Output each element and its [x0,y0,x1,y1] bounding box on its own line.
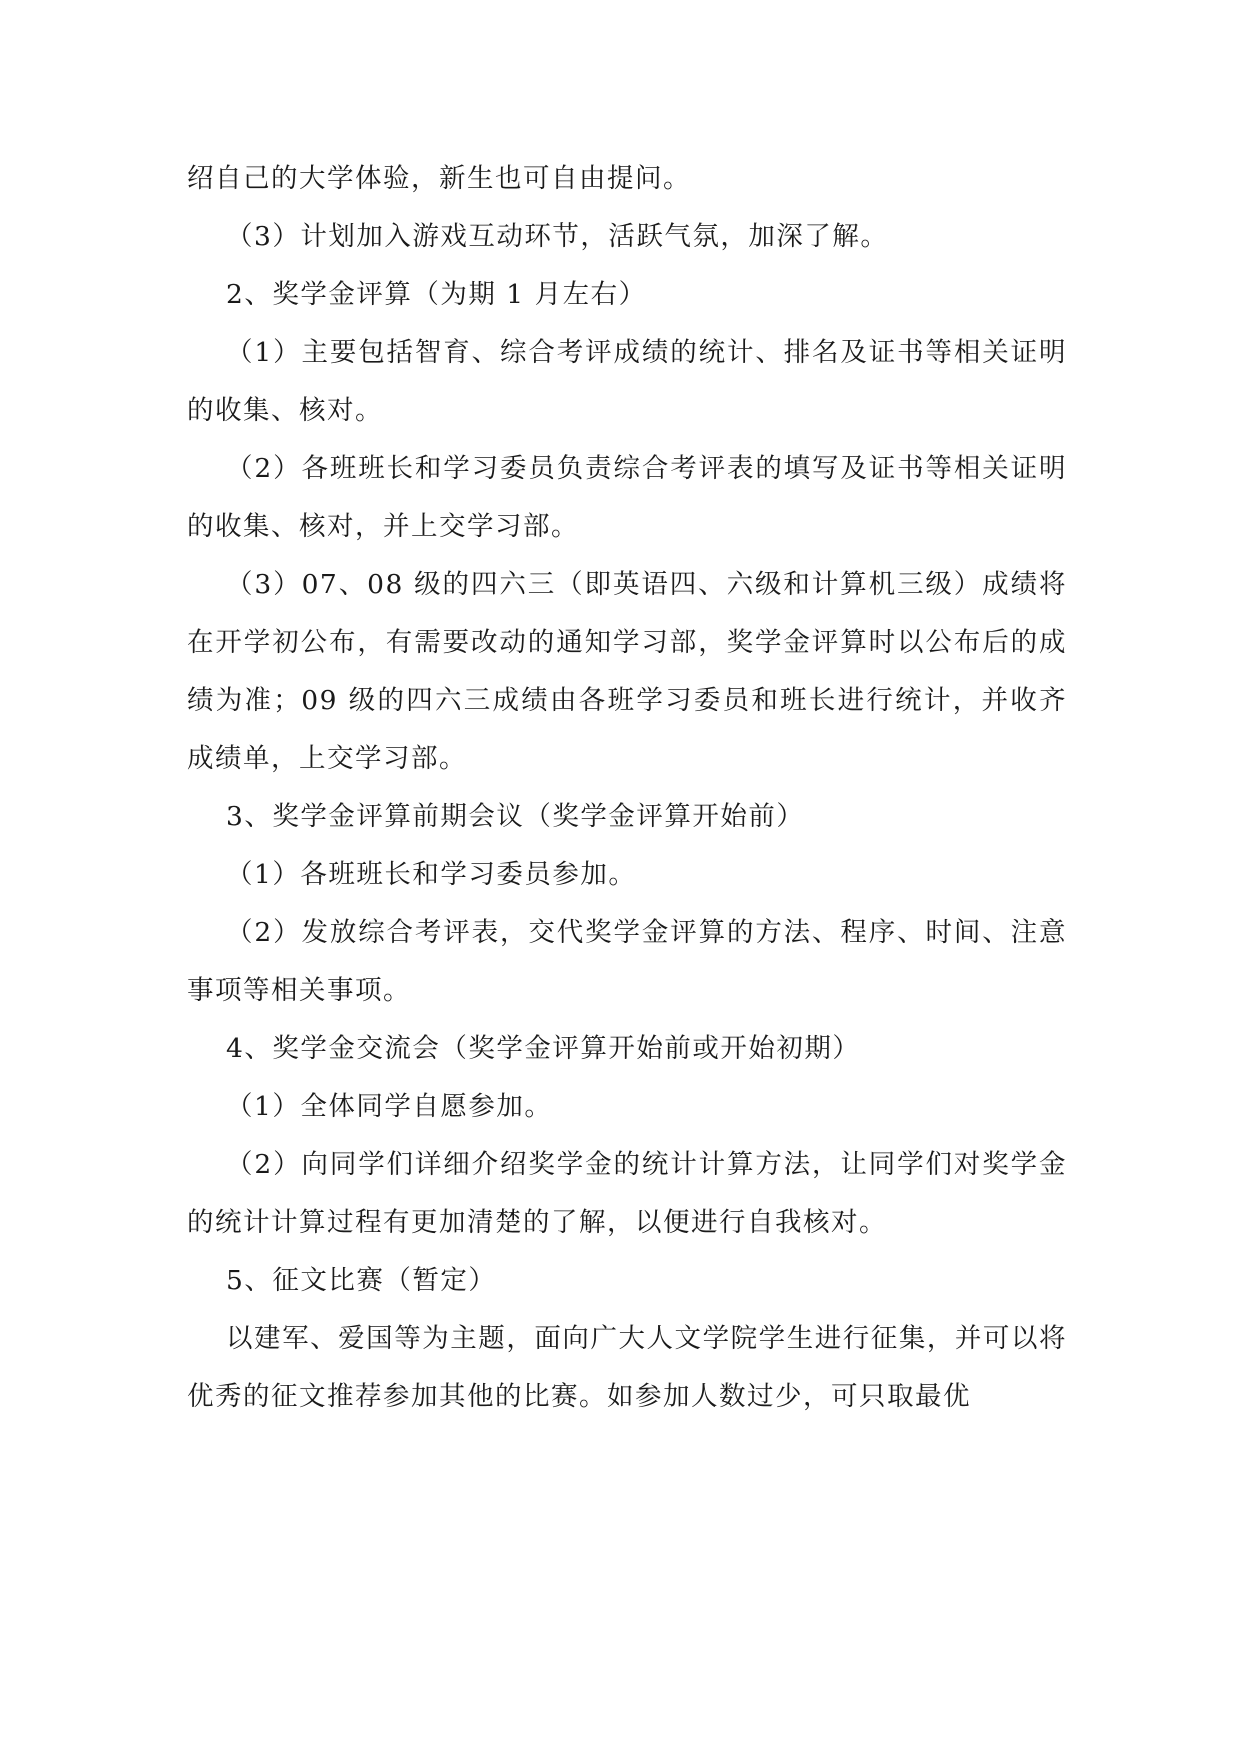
paragraph-intro-continuation: 绍自己的大学体验，新生也可自由提问。 [187,163,691,194]
document-body [187,150,1067,1426]
heading-scholarship-calculation: 2、奖学金评算（为期 1 月左右） [226,279,647,310]
paragraph-essay-contest-description: 以建军、爱国等为主题，面向广大人文学院学生进行征集，并可以将优秀的征文推荐参加其他的比赛。如参加人数过少，可只取最优 [187,1323,1067,1412]
paragraph-item-score-statistics: （1）主要包括智育、综合考评成绩的统计、排名及证书等相关证明的收集、核对。 [187,337,1067,426]
heading-preliminary-meeting: 3、奖学金评算前期会议（奖学金评算开始前） [226,801,805,832]
paragraph-item-meeting-content: （2）发放综合考评表，交代奖学金评算的方法、程序、时间、注意事项等相关事项。 [187,917,1067,1006]
heading-essay-contest: 5、征文比赛（暂定） [226,1265,497,1296]
paragraph-item-game-interaction: （3）计划加入游戏互动环节，活跃气氛，加深了解。 [226,221,889,252]
paragraph-item-voluntary-attendance: （1）全体同学自愿参加。 [226,1091,553,1122]
paragraph-item-meeting-attendees: （1）各班班长和学习委员参加。 [226,859,637,890]
paragraph-item-method-explanation: （2）向同学们详细介绍奖学金的统计计算方法，让同学们对奖学金的统计计算过程有更加清楚的了解，以便进行自我核对。 [187,1149,1067,1238]
heading-exchange-meeting: 4、奖学金交流会（奖学金评算开始前或开始初期） [226,1033,861,1064]
paragraph-item-class-leaders: （2）各班班长和学习委员负责综合考评表的填写及证书等相关证明的收集、核对，并上交学习部。 [187,453,1067,542]
paragraph-item-cet-scores: （3）07、08 级的四六三（即英语四、六级和计算机三级）成绩将在开学初公布，有需要改动的通知学习部，奖学金评算时以公布后的成绩为准；09 级的四六三成绩由各班学习委员和班长进行统计，并收齐成绩单，上交学习部。 [187,569,1067,774]
